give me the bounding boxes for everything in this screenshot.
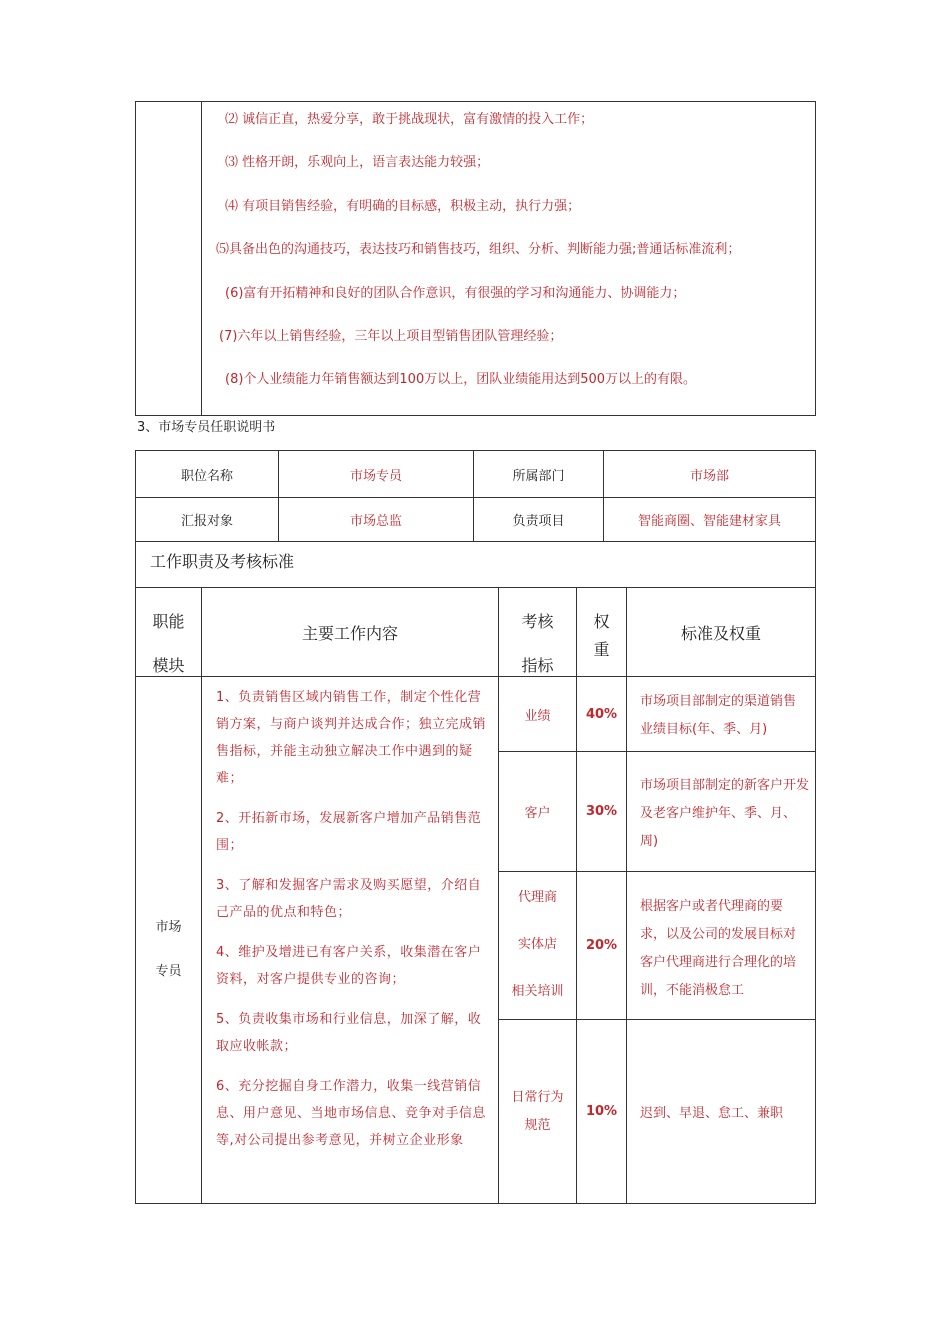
kpi-standard: 根据客户或者代理商的要求，以及公司的发展目标对客户代理商进行合理化的培训，不能消极怠工 [640, 899, 797, 998]
task-item: 2、开拓新市场，发展新客户增加产品销售范围； [216, 811, 482, 853]
kpi-name [499, 1084, 576, 1140]
kpi-weight: 10% [585, 1104, 618, 1119]
task-item: 5、负责收集市场和行业信息，加深了解，收取应收帐款； [216, 1012, 482, 1054]
duties-title: 工作职责及考核标准 [150, 552, 295, 571]
kpi-name-line2: 实体店 [517, 937, 557, 952]
kpi-standard: 市场项目部制定的渠道销售业绩目标(年、季、月) [640, 694, 797, 737]
task-list [216, 684, 494, 1202]
kpi-weight: 40% [585, 706, 618, 722]
header-kpi [499, 600, 576, 688]
header-kpi-line2: 指标 [521, 656, 554, 675]
header-weight-line2: 重 [593, 640, 610, 659]
kpi-name-line2: 规范 [524, 1118, 551, 1133]
project-value: 智能商圈、智能建材家具 [637, 514, 781, 529]
requirement-item: (7)六年以上销售经验，三年以上项目型销售团队管理经验； [219, 329, 563, 344]
project-label: 负责项目 [512, 514, 565, 529]
requirement-item: (6)富有开拓精神和良好的团队合作意识，有很强的学习和沟通能力、协调能力； [225, 286, 686, 301]
header-content: 主要工作内容 [301, 623, 398, 643]
header-module [136, 600, 201, 688]
requirement-item: (8)个人业绩能力年销售额达到100万以上，团队业绩能用达到500万以上的有限。 [225, 372, 697, 387]
position-value: 市场专员 [349, 468, 402, 484]
header-module-line2: 模块 [152, 656, 185, 675]
header-standard: 标准及权重 [680, 623, 761, 643]
module-line1: 市场 [155, 920, 182, 935]
task-item: 1、负责销售区域内销售工作，制定个性化营销方案，与商户谈判并达成合作；独立完成销售指标，并能主动独立解决工作中遇到的疑难； [216, 690, 487, 786]
header-module-line1: 职能 [152, 612, 185, 631]
report-to-value: 市场总监 [349, 514, 402, 529]
kpi-name-line1: 代理商 [517, 890, 557, 905]
task-item: 4、维护及增进已有客户关系，收集潜在客户资料，对客户提供专业的咨询； [216, 945, 482, 987]
department-label: 所属部门 [512, 468, 565, 484]
report-to-label: 汇报对象 [180, 514, 233, 529]
header-weight [577, 608, 626, 664]
task-item: 3、了解和发掘客户需求及购买愿望，介绍自己产品的优点和特色； [216, 878, 482, 920]
module-line2: 专员 [155, 964, 182, 979]
requirement-item: ⑸具备出色的沟通技巧，表达技巧和销售技巧，组织、分析、判断能力强;普通话标准流利； [216, 242, 741, 257]
kpi-weight: 20% [585, 938, 618, 953]
requirement-item: ⑶ 性格开朗，乐观向上，语言表达能力较强； [225, 155, 490, 170]
requirement-item: ⑷ 有项目销售经验，有明确的目标感，积极主动，执行力强； [225, 199, 581, 214]
position-label: 职位名称 [180, 468, 233, 484]
header-kpi-line1: 考核 [521, 612, 554, 631]
requirement-item: ⑵ 诚信正直，热爱分享，敢于挑战现状，富有激情的投入工作； [225, 112, 594, 127]
kpi-standard: 迟到、早退、怠工、兼职 [640, 1106, 784, 1121]
kpi-standard: 市场项目部制定的新客户开发及老客户维护年、季、月、周) [640, 778, 810, 849]
kpi-weight: 30% [585, 804, 618, 819]
module-cell [136, 906, 201, 994]
kpi-name: 业绩 [524, 708, 551, 724]
department-value: 市场部 [689, 468, 729, 484]
kpi-name [499, 874, 576, 1015]
kpi-name-line3: 相关培训 [511, 984, 564, 999]
kpi-name: 客户 [524, 806, 551, 821]
kpi-name-line1: 日常行为 [511, 1090, 564, 1105]
task-item: 6、充分挖掘自身工作潜力，收集一线营销信息、用户意见、当地市场信息、竞争对手信息等,对公司提出参考意见，并树立企业形象 [216, 1079, 487, 1148]
header-weight-line1: 权 [593, 612, 610, 631]
section-heading: 3、市场专员任职说明书 [137, 420, 276, 435]
